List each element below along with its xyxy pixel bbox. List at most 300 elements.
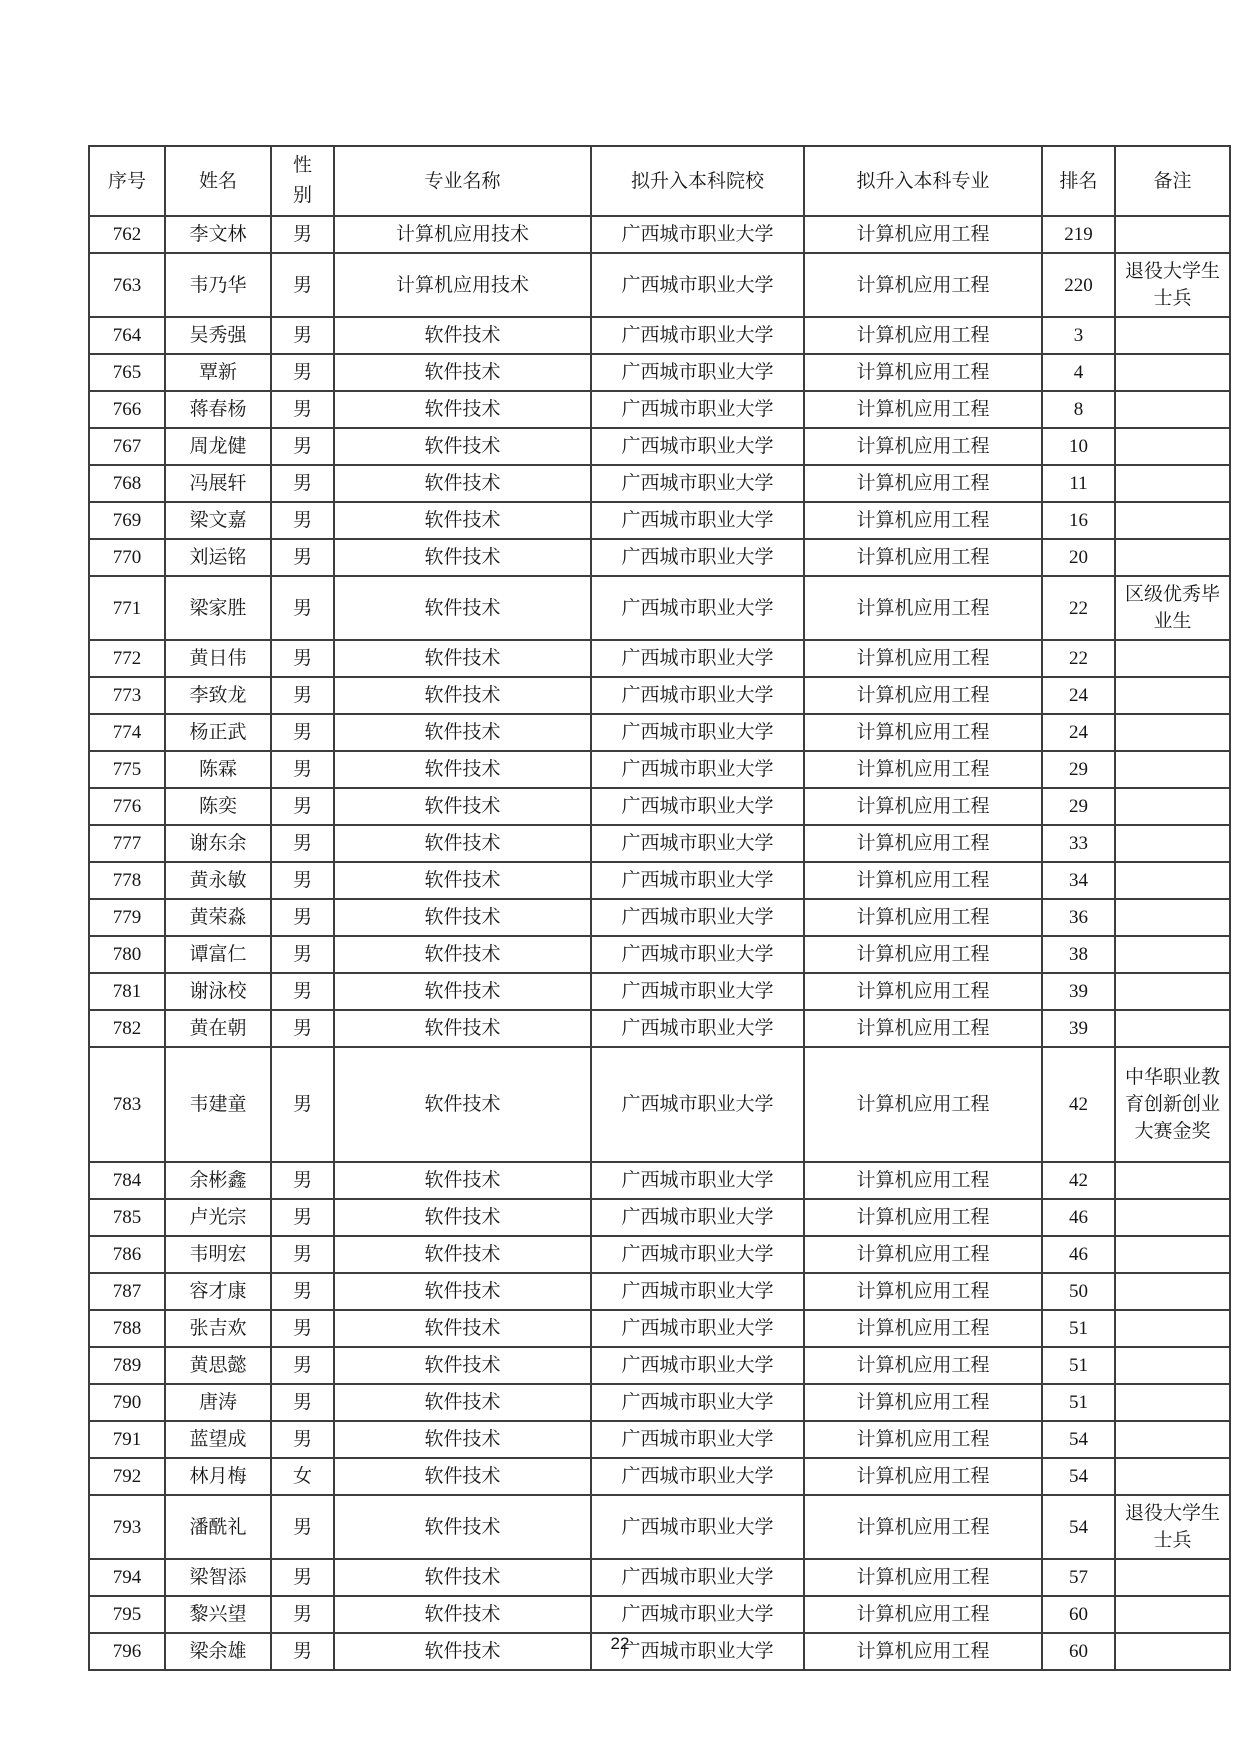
- cell-major: 软件技术: [334, 640, 591, 677]
- table-row-792: [89, 1458, 1230, 1495]
- cell-target_major: 计算机应用工程: [804, 354, 1042, 391]
- cell-name: 冯展轩: [165, 465, 271, 502]
- cell-name: 谢泳校: [165, 973, 271, 1010]
- table-row-780: [89, 936, 1230, 973]
- cell-remark: [1115, 1596, 1230, 1633]
- cell-gender: 男: [271, 1310, 334, 1347]
- cell-major: 软件技术: [334, 1559, 591, 1596]
- cell-remark: 中华职业教育创新创业大赛金奖: [1115, 1047, 1230, 1162]
- cell-target_major: 计算机应用工程: [804, 862, 1042, 899]
- cell-major: 软件技术: [334, 1495, 591, 1559]
- cell-name: 卢光宗: [165, 1199, 271, 1236]
- table-row-779: [89, 899, 1230, 936]
- cell-college: 广西城市职业大学: [591, 1421, 804, 1458]
- cell-name: 韦乃华: [165, 253, 271, 317]
- cell-rank: 22: [1042, 640, 1115, 677]
- cell-name: 黄在朝: [165, 1010, 271, 1047]
- cell-target_major: 计算机应用工程: [804, 1421, 1042, 1458]
- cell-gender: 男: [271, 1273, 334, 1310]
- table-row-770: [89, 539, 1230, 576]
- cell-rank: 57: [1042, 1559, 1115, 1596]
- header-row: [89, 146, 1230, 216]
- cell-rank: 46: [1042, 1236, 1115, 1273]
- cell-remark: [1115, 862, 1230, 899]
- cell-target_major: 计算机应用工程: [804, 1633, 1042, 1670]
- cell-college: 广西城市职业大学: [591, 751, 804, 788]
- cell-rank: 220: [1042, 253, 1115, 317]
- table-row-789: [89, 1347, 1230, 1384]
- cell-remark: [1115, 1421, 1230, 1458]
- cell-gender: 男: [271, 862, 334, 899]
- cell-name: 容才康: [165, 1273, 271, 1310]
- cell-major: 软件技术: [334, 465, 591, 502]
- cell-rank: 38: [1042, 936, 1115, 973]
- cell-rank: 54: [1042, 1458, 1115, 1495]
- table-row-769: [89, 502, 1230, 539]
- cell-rank: 54: [1042, 1421, 1115, 1458]
- cell-remark: [1115, 1199, 1230, 1236]
- cell-major: 软件技术: [334, 428, 591, 465]
- cell-target_major: 计算机应用工程: [804, 1047, 1042, 1162]
- cell-rank: 51: [1042, 1310, 1115, 1347]
- cell-no: 771: [89, 576, 165, 640]
- cell-rank: 34: [1042, 862, 1115, 899]
- cell-name: 周龙健: [165, 428, 271, 465]
- cell-remark: [1115, 1384, 1230, 1421]
- cell-rank: 3: [1042, 317, 1115, 354]
- cell-name: 林月梅: [165, 1458, 271, 1495]
- table-row-784: [89, 1162, 1230, 1199]
- cell-college: 广西城市职业大学: [591, 1495, 804, 1559]
- cell-gender: 男: [271, 428, 334, 465]
- cell-rank: 39: [1042, 973, 1115, 1010]
- cell-college: 广西城市职业大学: [591, 428, 804, 465]
- cell-no: 789: [89, 1347, 165, 1384]
- cell-name: 潘酰礼: [165, 1495, 271, 1559]
- cell-name: 梁文嘉: [165, 502, 271, 539]
- cell-name: 黄思懿: [165, 1347, 271, 1384]
- cell-remark: 退役大学生士兵: [1115, 1495, 1230, 1559]
- cell-gender: 男: [271, 1633, 334, 1670]
- cell-target_major: 计算机应用工程: [804, 714, 1042, 751]
- cell-no: 774: [89, 714, 165, 751]
- col-header-target_major: [804, 146, 1042, 216]
- cell-no: 795: [89, 1596, 165, 1633]
- cell-college: 广西城市职业大学: [591, 354, 804, 391]
- cell-major: 软件技术: [334, 1010, 591, 1047]
- promotion-candidates-table: [88, 145, 1231, 1671]
- cell-rank: 33: [1042, 825, 1115, 862]
- cell-name: 刘运铭: [165, 539, 271, 576]
- cell-name: 韦建童: [165, 1047, 271, 1162]
- cell-remark: [1115, 502, 1230, 539]
- cell-remark: 区级优秀毕业生: [1115, 576, 1230, 640]
- cell-gender: 男: [271, 1384, 334, 1421]
- cell-major: 软件技术: [334, 1347, 591, 1384]
- cell-gender: 男: [271, 317, 334, 354]
- cell-gender: 男: [271, 714, 334, 751]
- cell-name: 陈奕: [165, 788, 271, 825]
- cell-gender: 男: [271, 1047, 334, 1162]
- cell-major: 软件技术: [334, 1047, 591, 1162]
- col-header-gender-label: 性别: [292, 155, 312, 206]
- cell-rank: 24: [1042, 714, 1115, 751]
- cell-major: 软件技术: [334, 391, 591, 428]
- cell-no: 770: [89, 539, 165, 576]
- col-header-rank: [1042, 146, 1115, 216]
- cell-remark: [1115, 677, 1230, 714]
- cell-remark: [1115, 1347, 1230, 1384]
- cell-remark: [1115, 1236, 1230, 1273]
- cell-name: 李致龙: [165, 677, 271, 714]
- table-row-777: [89, 825, 1230, 862]
- cell-no: 784: [89, 1162, 165, 1199]
- cell-target_major: 计算机应用工程: [804, 216, 1042, 253]
- cell-gender: 男: [271, 899, 334, 936]
- cell-gender: 男: [271, 936, 334, 973]
- table-row-768: [89, 465, 1230, 502]
- cell-target_major: 计算机应用工程: [804, 317, 1042, 354]
- cell-college: 广西城市职业大学: [591, 1162, 804, 1199]
- cell-rank: 60: [1042, 1633, 1115, 1670]
- table-row-790: [89, 1384, 1230, 1421]
- cell-rank: 29: [1042, 788, 1115, 825]
- cell-target_major: 计算机应用工程: [804, 751, 1042, 788]
- cell-remark: [1115, 428, 1230, 465]
- cell-target_major: 计算机应用工程: [804, 1199, 1042, 1236]
- cell-target_major: 计算机应用工程: [804, 502, 1042, 539]
- cell-gender: 男: [271, 1495, 334, 1559]
- cell-no: 778: [89, 862, 165, 899]
- cell-gender: 男: [271, 1162, 334, 1199]
- table-row-793: [89, 1495, 1230, 1559]
- cell-college: 广西城市职业大学: [591, 576, 804, 640]
- cell-college: 广西城市职业大学: [591, 1273, 804, 1310]
- cell-name: 黄日伟: [165, 640, 271, 677]
- cell-college: 广西城市职业大学: [591, 1310, 804, 1347]
- cell-major: 软件技术: [334, 1199, 591, 1236]
- cell-major: 软件技术: [334, 1458, 591, 1495]
- cell-remark: [1115, 714, 1230, 751]
- cell-major: 软件技术: [334, 317, 591, 354]
- cell-name: 蓝望成: [165, 1421, 271, 1458]
- cell-gender: 男: [271, 539, 334, 576]
- cell-major: 软件技术: [334, 677, 591, 714]
- table-row-787: [89, 1273, 1230, 1310]
- cell-name: 李文林: [165, 216, 271, 253]
- cell-major: 软件技术: [334, 936, 591, 973]
- col-header-major: [334, 146, 591, 216]
- cell-no: 772: [89, 640, 165, 677]
- cell-name: 覃新: [165, 354, 271, 391]
- col-header-college-label: 拟升入本科院校: [630, 170, 764, 192]
- cell-target_major: 计算机应用工程: [804, 640, 1042, 677]
- cell-target_major: 计算机应用工程: [804, 465, 1042, 502]
- cell-college: 广西城市职业大学: [591, 317, 804, 354]
- cell-name: 谢东余: [165, 825, 271, 862]
- cell-gender: 男: [271, 502, 334, 539]
- cell-no: 793: [89, 1495, 165, 1559]
- cell-college: 广西城市职业大学: [591, 1633, 804, 1670]
- cell-rank: 54: [1042, 1495, 1115, 1559]
- table-row-765: [89, 354, 1230, 391]
- cell-no: 768: [89, 465, 165, 502]
- table-row-786: [89, 1236, 1230, 1273]
- cell-college: 广西城市职业大学: [591, 1010, 804, 1047]
- cell-remark: [1115, 354, 1230, 391]
- table-row-772: [89, 640, 1230, 677]
- cell-remark: [1115, 1162, 1230, 1199]
- cell-target_major: 计算机应用工程: [804, 1347, 1042, 1384]
- table-row-782: [89, 1010, 1230, 1047]
- cell-major: 软件技术: [334, 1273, 591, 1310]
- cell-name: 梁智添: [165, 1559, 271, 1596]
- cell-college: 广西城市职业大学: [591, 825, 804, 862]
- cell-college: 广西城市职业大学: [591, 677, 804, 714]
- table-row-781: [89, 973, 1230, 1010]
- cell-college: 广西城市职业大学: [591, 502, 804, 539]
- col-header-name-label: 姓名: [198, 170, 237, 192]
- cell-gender: 男: [271, 1347, 334, 1384]
- cell-college: 广西城市职业大学: [591, 1559, 804, 1596]
- cell-major: 软件技术: [334, 825, 591, 862]
- table-row-767: [89, 428, 1230, 465]
- cell-gender: 男: [271, 677, 334, 714]
- cell-major: 软件技术: [334, 1310, 591, 1347]
- cell-gender: 男: [271, 391, 334, 428]
- cell-name: 唐涛: [165, 1384, 271, 1421]
- cell-target_major: 计算机应用工程: [804, 825, 1042, 862]
- cell-target_major: 计算机应用工程: [804, 539, 1042, 576]
- cell-rank: 29: [1042, 751, 1115, 788]
- table-row-771: [89, 576, 1230, 640]
- cell-no: 762: [89, 216, 165, 253]
- cell-college: 广西城市职业大学: [591, 391, 804, 428]
- table-row-791: [89, 1421, 1230, 1458]
- cell-major: 软件技术: [334, 862, 591, 899]
- col-header-major-label: 专业名称: [424, 170, 501, 192]
- cell-major: 软件技术: [334, 502, 591, 539]
- cell-remark: [1115, 317, 1230, 354]
- cell-remark: [1115, 825, 1230, 862]
- cell-rank: 42: [1042, 1047, 1115, 1162]
- cell-name: 余彬鑫: [165, 1162, 271, 1199]
- cell-no: 787: [89, 1273, 165, 1310]
- cell-major: 软件技术: [334, 576, 591, 640]
- cell-college: 广西城市职业大学: [591, 1596, 804, 1633]
- cell-no: 767: [89, 428, 165, 465]
- cell-no: 785: [89, 1199, 165, 1236]
- cell-target_major: 计算机应用工程: [804, 428, 1042, 465]
- table-row-778: [89, 862, 1230, 899]
- col-header-no-label: 序号: [107, 170, 146, 192]
- cell-rank: 42: [1042, 1162, 1115, 1199]
- cell-no: 791: [89, 1421, 165, 1458]
- cell-name: 韦明宏: [165, 1236, 271, 1273]
- cell-remark: [1115, 899, 1230, 936]
- cell-college: 广西城市职业大学: [591, 788, 804, 825]
- cell-college: 广西城市职业大学: [591, 253, 804, 317]
- cell-major: 软件技术: [334, 714, 591, 751]
- cell-name: 黄荣淼: [165, 899, 271, 936]
- cell-rank: 4: [1042, 354, 1115, 391]
- cell-target_major: 计算机应用工程: [804, 788, 1042, 825]
- cell-name: 黄永敏: [165, 862, 271, 899]
- cell-college: 广西城市职业大学: [591, 936, 804, 973]
- cell-rank: 8: [1042, 391, 1115, 428]
- cell-target_major: 计算机应用工程: [804, 1162, 1042, 1199]
- cell-remark: [1115, 640, 1230, 677]
- cell-no: 788: [89, 1310, 165, 1347]
- table-row-795: [89, 1596, 1230, 1633]
- cell-target_major: 计算机应用工程: [804, 1384, 1042, 1421]
- cell-name: 陈霖: [165, 751, 271, 788]
- cell-college: 广西城市职业大学: [591, 1047, 804, 1162]
- cell-remark: [1115, 788, 1230, 825]
- cell-gender: 男: [271, 751, 334, 788]
- cell-remark: [1115, 539, 1230, 576]
- cell-major: 软件技术: [334, 1236, 591, 1273]
- cell-college: 广西城市职业大学: [591, 1384, 804, 1421]
- cell-no: 783: [89, 1047, 165, 1162]
- cell-name: 谭富仁: [165, 936, 271, 973]
- cell-target_major: 计算机应用工程: [804, 677, 1042, 714]
- table-row-766: [89, 391, 1230, 428]
- table-row-783: [89, 1047, 1230, 1162]
- cell-target_major: 计算机应用工程: [804, 1010, 1042, 1047]
- cell-rank: 60: [1042, 1596, 1115, 1633]
- col-header-target_major-label: 拟升入本科专业: [856, 170, 990, 192]
- table-row-785: [89, 1199, 1230, 1236]
- cell-rank: 11: [1042, 465, 1115, 502]
- cell-no: 765: [89, 354, 165, 391]
- cell-remark: [1115, 1310, 1230, 1347]
- cell-name: 吴秀强: [165, 317, 271, 354]
- cell-target_major: 计算机应用工程: [804, 1596, 1042, 1633]
- cell-college: 广西城市职业大学: [591, 1347, 804, 1384]
- cell-target_major: 计算机应用工程: [804, 1273, 1042, 1310]
- cell-rank: 22: [1042, 576, 1115, 640]
- cell-major: 软件技术: [334, 973, 591, 1010]
- cell-target_major: 计算机应用工程: [804, 899, 1042, 936]
- cell-college: 广西城市职业大学: [591, 539, 804, 576]
- cell-major: 计算机应用技术: [334, 253, 591, 317]
- cell-college: 广西城市职业大学: [591, 1458, 804, 1495]
- cell-name: 杨正武: [165, 714, 271, 751]
- cell-no: 764: [89, 317, 165, 354]
- cell-major: 软件技术: [334, 354, 591, 391]
- cell-rank: 24: [1042, 677, 1115, 714]
- cell-no: 777: [89, 825, 165, 862]
- table-row-762: [89, 216, 1230, 253]
- cell-rank: 10: [1042, 428, 1115, 465]
- cell-remark: [1115, 751, 1230, 788]
- table-row-794: [89, 1559, 1230, 1596]
- cell-rank: 50: [1042, 1273, 1115, 1310]
- cell-rank: 16: [1042, 502, 1115, 539]
- cell-gender: 女: [271, 1458, 334, 1495]
- col-header-no: [89, 146, 165, 216]
- cell-remark: [1115, 465, 1230, 502]
- cell-gender: 男: [271, 1199, 334, 1236]
- cell-major: 软件技术: [334, 1384, 591, 1421]
- col-header-name: [165, 146, 271, 216]
- cell-target_major: 计算机应用工程: [804, 1495, 1042, 1559]
- cell-gender: 男: [271, 354, 334, 391]
- cell-no: 775: [89, 751, 165, 788]
- cell-remark: [1115, 391, 1230, 428]
- cell-gender: 男: [271, 973, 334, 1010]
- col-header-remark: [1115, 146, 1230, 216]
- page-number: 22: [610, 1634, 630, 1653]
- cell-major: 软件技术: [334, 751, 591, 788]
- cell-no: 779: [89, 899, 165, 936]
- cell-name: 黎兴望: [165, 1596, 271, 1633]
- cell-target_major: 计算机应用工程: [804, 973, 1042, 1010]
- cell-no: 796: [89, 1633, 165, 1670]
- table-row-773: [89, 677, 1230, 714]
- cell-gender: 男: [271, 640, 334, 677]
- cell-no: 769: [89, 502, 165, 539]
- cell-gender: 男: [271, 465, 334, 502]
- cell-college: 广西城市职业大学: [591, 216, 804, 253]
- col-header-college: [591, 146, 804, 216]
- cell-no: 786: [89, 1236, 165, 1273]
- col-header-remark-label: 备注: [1153, 170, 1192, 192]
- table-row-776: [89, 788, 1230, 825]
- cell-rank: 219: [1042, 216, 1115, 253]
- table-header: [89, 146, 1230, 216]
- cell-gender: 男: [271, 1421, 334, 1458]
- cell-name: 梁家胜: [165, 576, 271, 640]
- cell-gender: 男: [271, 1596, 334, 1633]
- col-header-gender: [271, 146, 334, 216]
- cell-name: 张吉欢: [165, 1310, 271, 1347]
- cell-target_major: 计算机应用工程: [804, 936, 1042, 973]
- cell-major: 软件技术: [334, 899, 591, 936]
- cell-rank: 20: [1042, 539, 1115, 576]
- cell-no: 781: [89, 973, 165, 1010]
- cell-college: 广西城市职业大学: [591, 862, 804, 899]
- cell-college: 广西城市职业大学: [591, 973, 804, 1010]
- cell-target_major: 计算机应用工程: [804, 1236, 1042, 1273]
- cell-rank: 46: [1042, 1199, 1115, 1236]
- cell-gender: 男: [271, 825, 334, 862]
- cell-college: 广西城市职业大学: [591, 1199, 804, 1236]
- cell-major: 计算机应用技术: [334, 216, 591, 253]
- cell-rank: 39: [1042, 1010, 1115, 1047]
- cell-college: 广西城市职业大学: [591, 899, 804, 936]
- cell-target_major: 计算机应用工程: [804, 391, 1042, 428]
- cell-remark: [1115, 973, 1230, 1010]
- cell-no: 763: [89, 253, 165, 317]
- cell-college: 广西城市职业大学: [591, 640, 804, 677]
- cell-target_major: 计算机应用工程: [804, 1559, 1042, 1596]
- table-body: [89, 216, 1230, 1670]
- cell-remark: [1115, 1559, 1230, 1596]
- cell-rank: 51: [1042, 1384, 1115, 1421]
- cell-major: 软件技术: [334, 539, 591, 576]
- cell-no: 766: [89, 391, 165, 428]
- cell-remark: [1115, 1273, 1230, 1310]
- col-header-rank-label: 排名: [1059, 170, 1098, 192]
- cell-name: 蒋春杨: [165, 391, 271, 428]
- cell-gender: 男: [271, 1559, 334, 1596]
- cell-college: 广西城市职业大学: [591, 465, 804, 502]
- cell-target_major: 计算机应用工程: [804, 1458, 1042, 1495]
- cell-no: 790: [89, 1384, 165, 1421]
- cell-no: 780: [89, 936, 165, 973]
